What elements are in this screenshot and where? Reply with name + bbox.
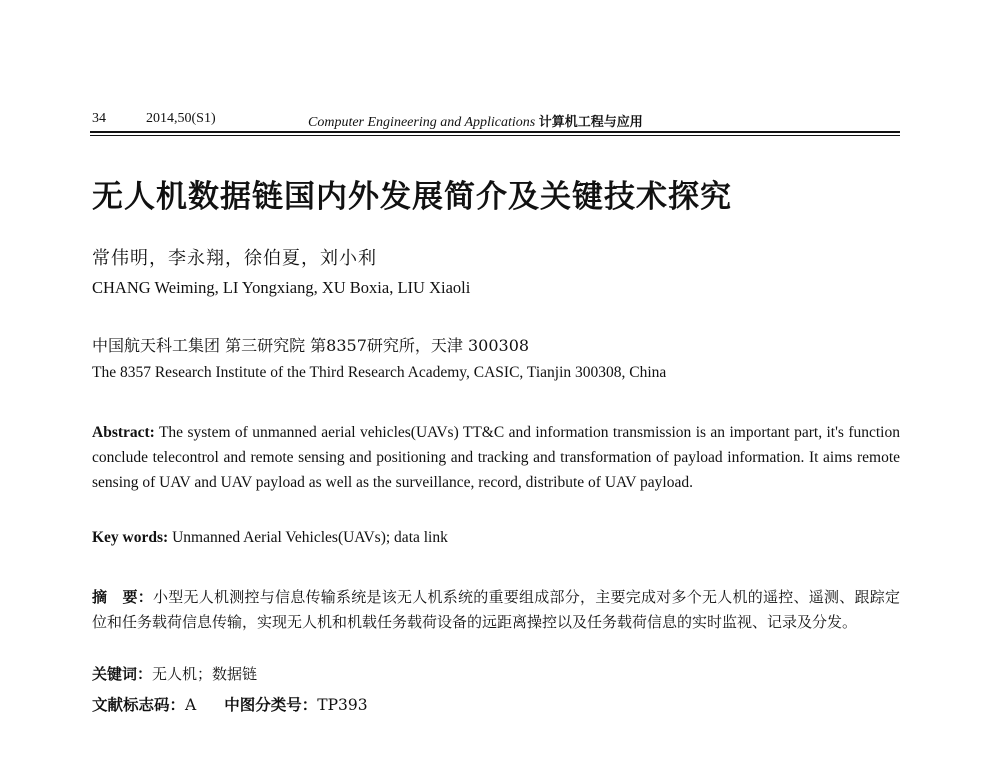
journal-name-cn: 计算机工程与应用 — [538, 115, 643, 130]
affiliation-en: The 8357 Research Institute of the Third Research Academy, CASIC, Tianjin 300308, China — [92, 364, 667, 381]
keywords-en-label: Key words: — [92, 529, 169, 546]
affiliation-cn: 中国航天科工集团 第三研究院 第8357研究所，天津 300308 — [92, 336, 530, 355]
running-header — [90, 111, 900, 131]
header-rule-thick — [90, 131, 900, 133]
keywords-cn-text: 无人机；数据链 — [152, 665, 258, 683]
keywords-cn — [92, 663, 257, 684]
doc-code-value: A — [185, 696, 197, 714]
abstract-en-text: The system of unmanned aerial vehicles(UAVs) TT&C and information transmission is an important part, it's function conclude telecontrol and remote sensing and positioning and tracking and transformation of payload information. It aims remote sensing of UAV and UAV payload as well as the surveillance, record, distribute of UAV payload. — [92, 424, 900, 491]
authors-cn: 常伟明，李永翔，徐伯夏，刘小利 — [92, 248, 377, 269]
journal-name-en: Computer Engineering and Applications — [308, 115, 536, 130]
paper-page — [90, 0, 900, 762]
keywords-en — [92, 529, 448, 547]
clc-label: 中图分类号： — [224, 696, 318, 714]
abstract-en-label: Abstract: — [92, 424, 155, 441]
header-rule-thin — [90, 135, 900, 136]
document-info — [92, 693, 368, 715]
clc-value: TP393 — [317, 696, 368, 714]
paper-title: 无人机数据链国内外发展简介及关键技术探究 — [92, 179, 732, 215]
abstract-cn — [92, 585, 900, 635]
abstract-cn-text: 小型无人机测控与信息传输系统是该无人机系统的重要组成部分，主要完成对多个无人机的遥控、遥测、跟踪定位和任务载荷信息传输，实现无人机和机载任务载荷设备的远距离操控以及任务载荷信息的实时监视、记录及分发。 — [92, 588, 900, 631]
abstract-cn-label: 摘 要： — [92, 588, 153, 606]
keywords-cn-label: 关键词： — [92, 665, 153, 683]
volume-issue: 2014,50(S1) — [146, 111, 216, 126]
keywords-en-text: Unmanned Aerial Vehicles(UAVs); data link — [172, 529, 448, 546]
authors-en: CHANG Weiming, LI Yongxiang, XU Boxia, LIU Xiaoli — [92, 278, 471, 297]
journal-name — [308, 111, 643, 131]
page-number: 34 — [92, 111, 106, 126]
abstract-en — [92, 420, 900, 495]
doc-code-label: 文献标志码： — [92, 696, 186, 714]
